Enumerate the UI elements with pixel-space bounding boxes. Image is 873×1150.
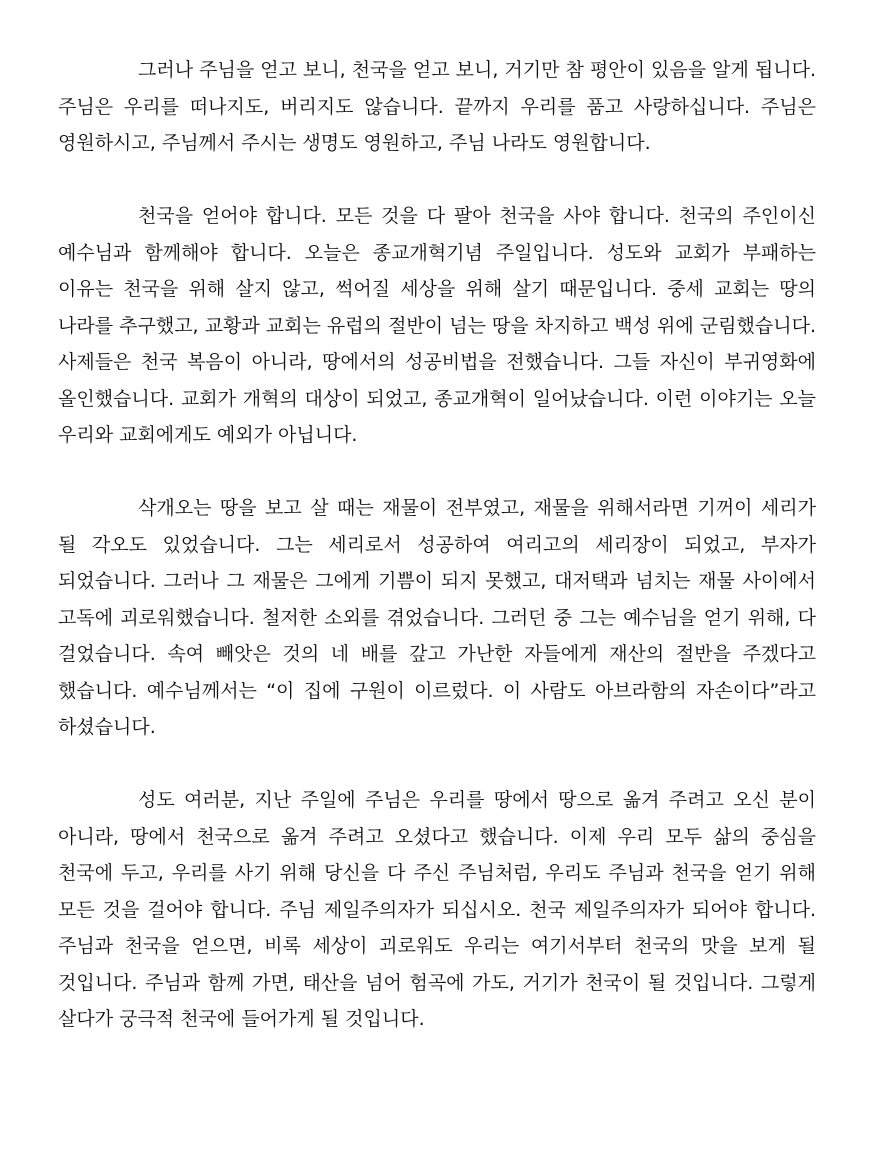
document-body [58, 52, 816, 1038]
paragraph-2: 천국을 얻어야 합니다. 모든 것을 다 팔아 천국을 사야 합니다. 천국의 주인이신 예수님과 함께해야 합니다. 오늘은 종교개혁기념 주일입니다. 성도와 교회가 부패하는 이유는 천국을 위해 살지 않고, 썩어질 세상을 위해 살기 때문입니다. 중세 교회는 땅의 나라를 추구했고, 교황과 교회는 유럽의 절반이 넘는 땅을 차지하고 백성 위에 군림했습니다. 사제들은 천국 복음이 아니라, 땅에서의 성공비법을 전했습니다. 그들 자신이 부귀영화에 올인했습니다. 교회가 개혁의 대상이 되었고, 종교개혁이 일어났습니다. 이런 이야기는 오늘 우리와 교회에게도 예외가 아닙니다. [58, 205, 816, 446]
paragraph-1: 그러나 주님을 얻고 보니, 천국을 얻고 보니, 거기만 참 평안이 있음을 알게 됩니다. 주님은 우리를 떠나지도, 버리지도 않습니다. 끝까지 우리를 품고 사랑하십니다. 주님은 영원하시고, 주님께서 주시는 생명도 영원하고, 주님 나라도 영원합니다. [58, 59, 816, 154]
paragraph-4: 성도 여러분, 지난 주일에 주님은 우리를 땅에서 땅으로 옮겨 주려고 오신 분이 아니라, 땅에서 천국으로 옮겨 주려고 오셨다고 했습니다. 이제 우리 모두 삶의 중심을 천국에 두고, 우리를 사기 위해 당신을 다 주신 주님처럼, 우리도 주님과 천국을 얻기 위해 모든 것을 걸어야 합니다. 주님 제일주의자가 되십시오. 천국 제일주의자가 되어야 합니다. 주님과 천국을 얻으면, 비록 세상이 괴로워도 우리는 여기서부터 천국의 맛을 보게 될 것입니다. 주님과 함께 가면, 태산을 넘어 험곡에 가도, 거기가 천국이 될 것입니다. 그렇게 살다가 궁극적 천국에 들어가게 될 것입니다. [58, 789, 816, 1030]
paragraph-3: 삭개오는 땅을 보고 살 때는 재물이 전부였고, 재물을 위해서라면 기꺼이 세리가 될 각오도 있었습니다. 그는 세리로서 성공하여 여리고의 세리장이 되었고, 부자가 되었습니다. 그러나 그 재물은 그에게 기쁨이 되지 못했고, 대저택과 넘치는 재물 사이에서 고독에 괴로워했습니다. 철저한 소외를 겪었습니다. 그러던 중 그는 예수님을 얻기 위해, 다 걸었습니다. 속여 빼앗은 것의 네 배를 갚고 가난한 자들에게 재산의 절반을 주겠다고 했습니다. 예수님께서는 “이 집에 구원이 이르렀다. 이 사람도 아브라함의 자손이다”라고 하셨습니다. [58, 497, 816, 738]
